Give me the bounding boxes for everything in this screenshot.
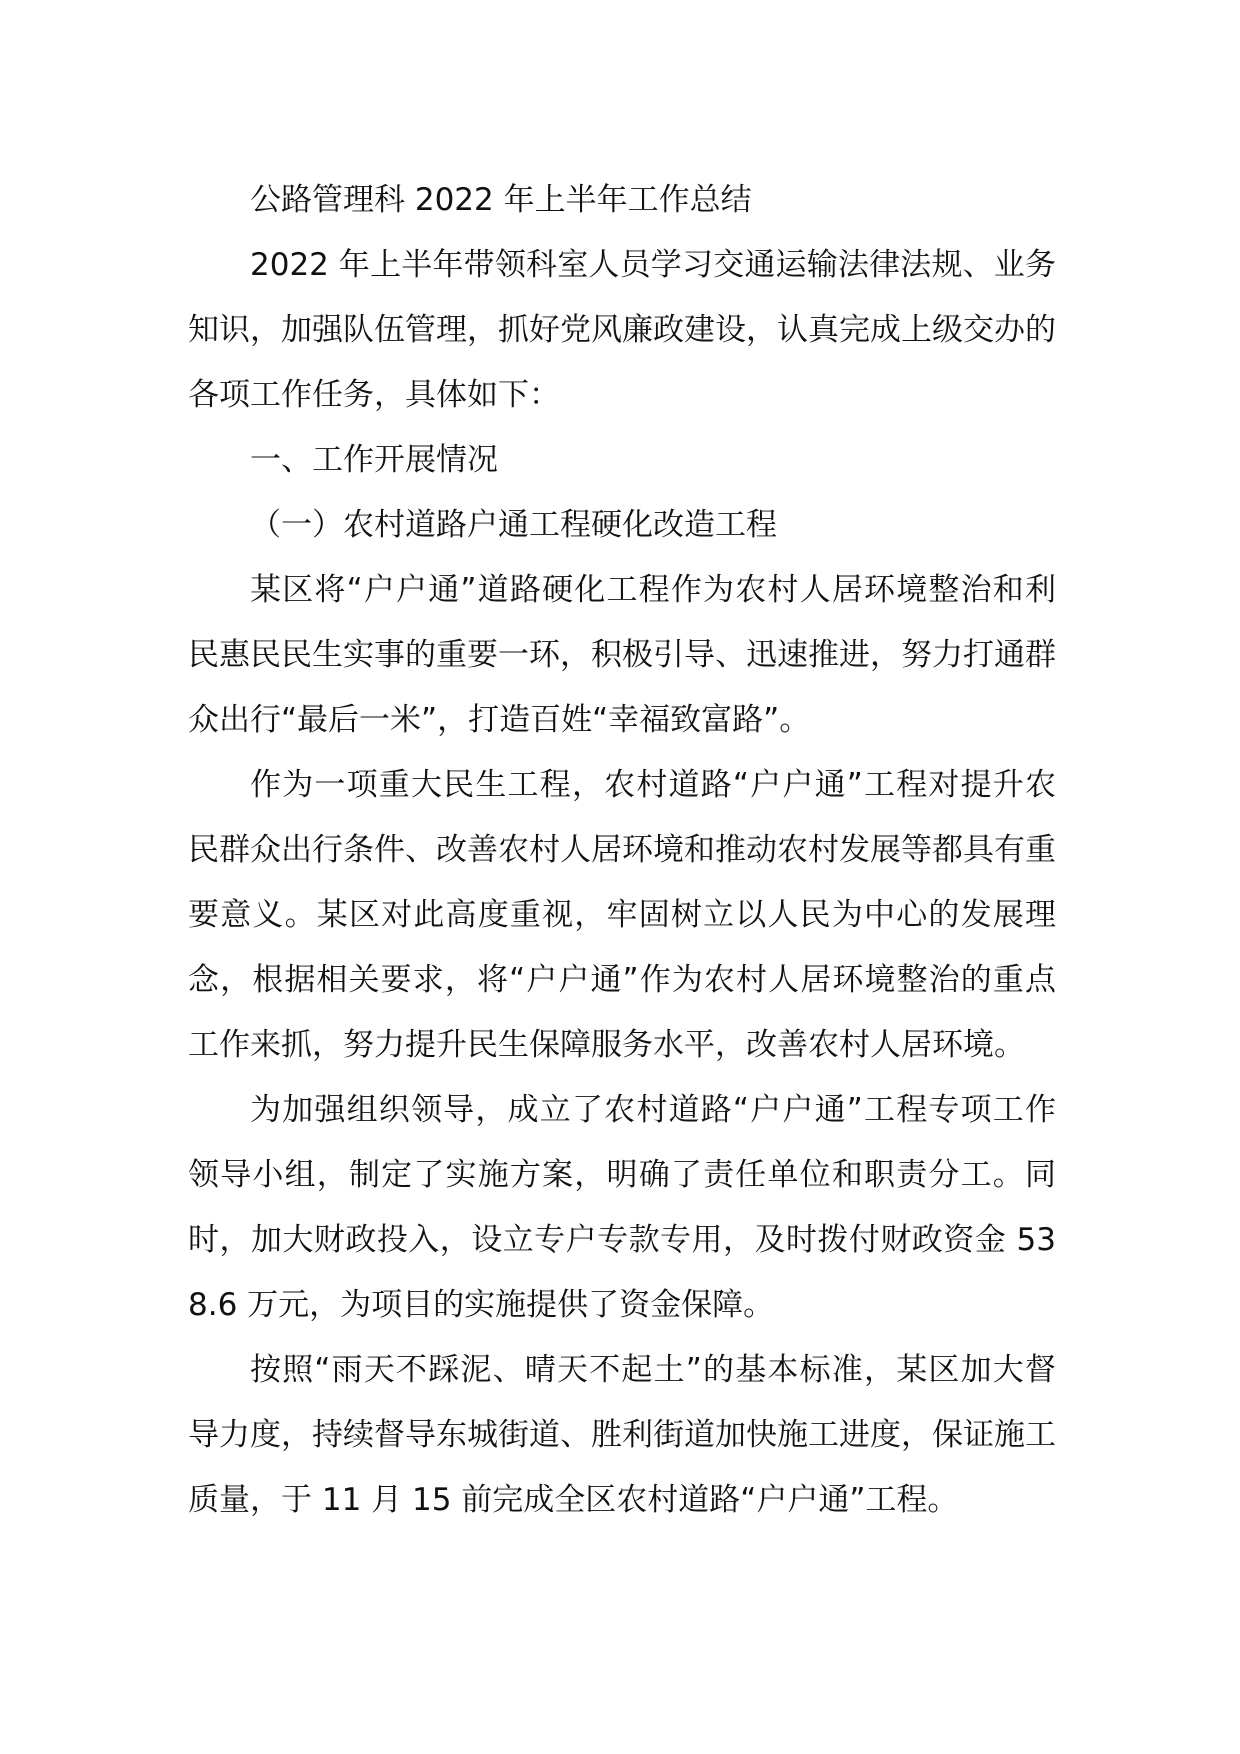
body-paragraph: 某区将“户户通”道路硬化工程作为农村人居环境整治和利民惠民民生实事的重要一环，积极引导、迅速推进，努力打通群众出行“最后一米”，打造百姓“幸福致富路”。	[188, 572, 1056, 738]
document-title: 公路管理科 2022 年上半年工作总结	[250, 182, 752, 218]
subsection-heading: （一）农村道路户通工程硬化改造工程	[250, 507, 777, 543]
body-paragraph: 按照“雨天不踩泥、晴天不起土”的基本标准，某区加大督导力度，持续督导东城街道、胜利街道加快施工进度，保证施工质量，于 11 月 15 前完成全区农村道路“户户通”工程。	[188, 1352, 1056, 1518]
intro-paragraph: 2022 年上半年带领科室人员学习交通运输法律法规、业务知识，加强队伍管理，抓好党风廉政建设，认真完成上级交办的各项工作任务，具体如下：	[188, 247, 1056, 413]
section-heading: 一、工作开展情况	[250, 442, 498, 478]
body-paragraph: 为加强组织领导，成立了农村道路“户户通”工程专项工作领导小组，制定了实施方案，明确了责任单位和职责分工。同时，加大财政投入，设立专户专款专用，及时拨付财政资金 538.6 万元，为项目的实施提供了资金保障。	[188, 1092, 1056, 1323]
body-paragraph: 作为一项重大民生工程，农村道路“户户通”工程对提升农民群众出行条件、改善农村人居环境和推动农村发展等都具有重要意义。某区对此高度重视，牢固树立以人民为中心的发展理念，根据相关要求，将“户户通”作为农村人居环境整治的重点工作来抓，努力提升民生保障服务水平，改善农村人居环境。	[188, 767, 1056, 1063]
document-body	[188, 168, 1056, 1533]
